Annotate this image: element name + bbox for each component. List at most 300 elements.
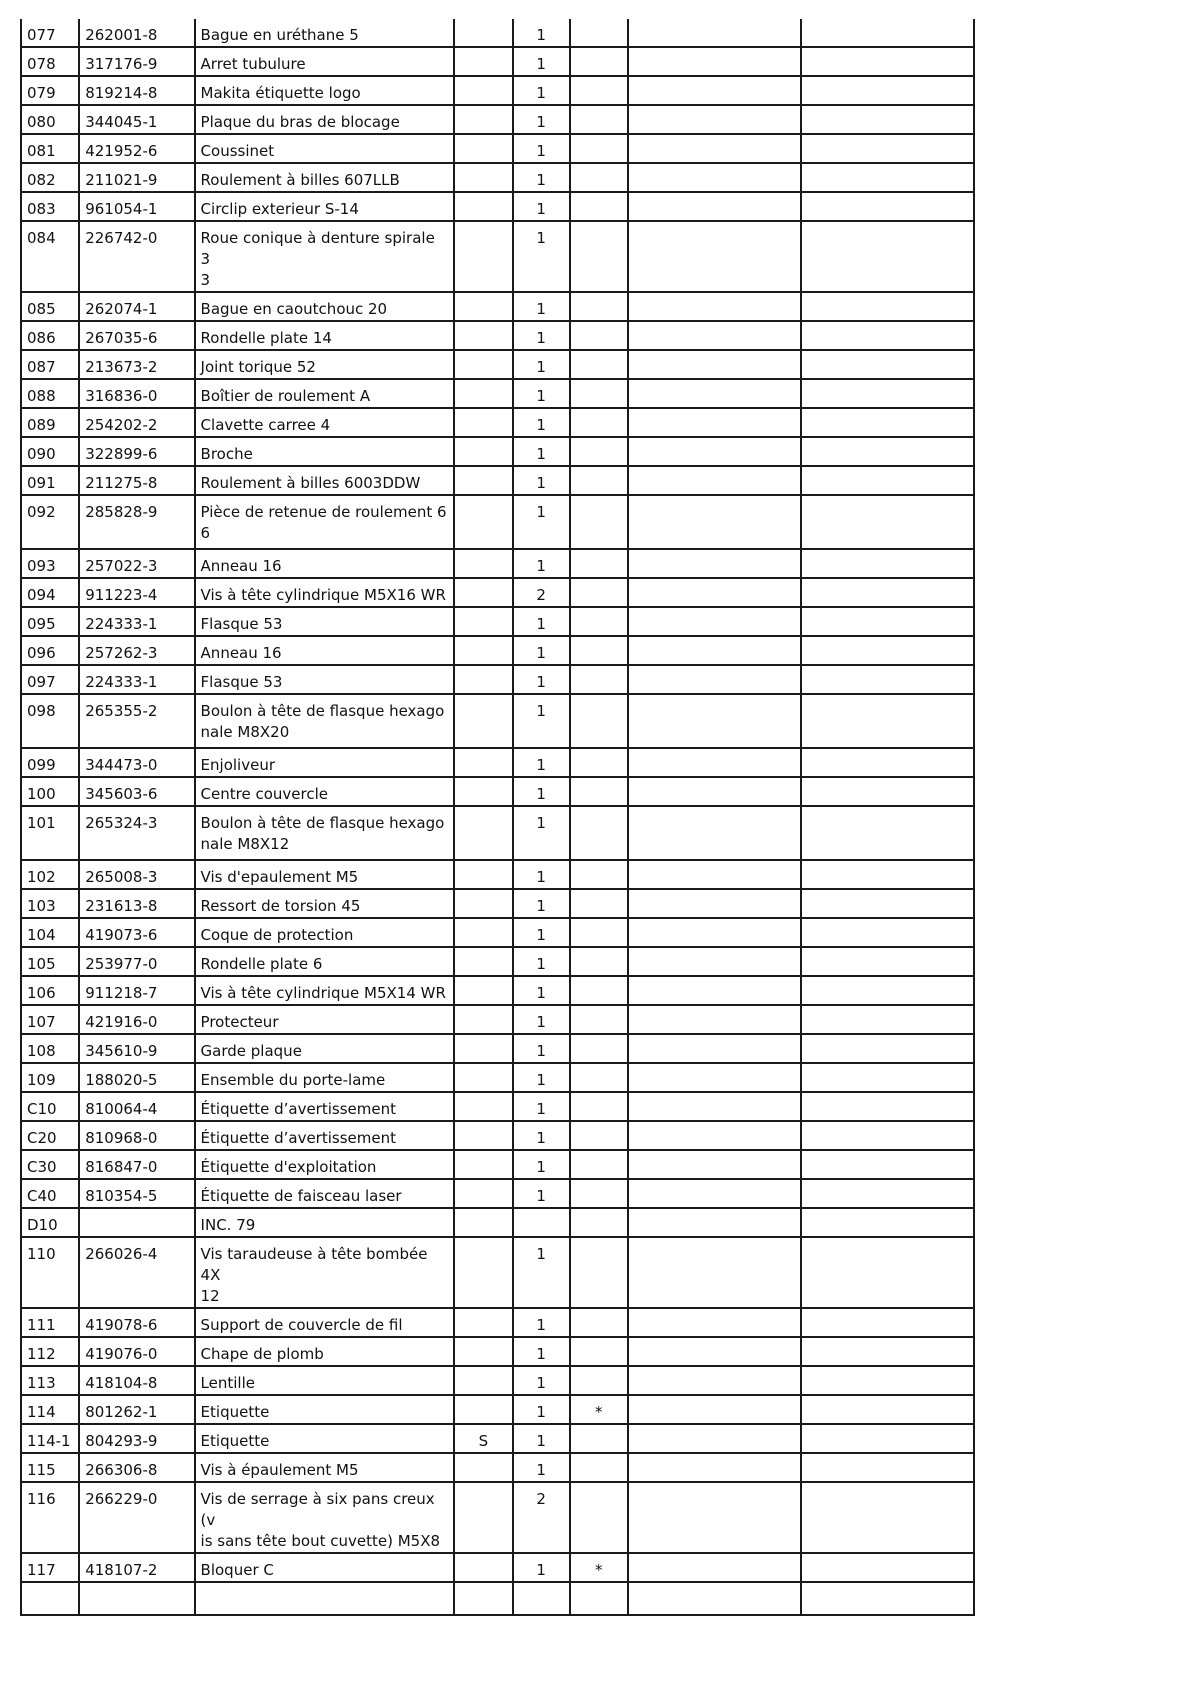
remarks-cell	[628, 1034, 802, 1063]
remarks-cell	[628, 221, 802, 292]
extra-cell	[801, 1005, 974, 1034]
quantity-cell: 1	[513, 806, 570, 860]
table-row	[21, 1308, 974, 1337]
extra-cell	[801, 1208, 974, 1237]
description-cell: Plaque du bras de blocage	[195, 105, 455, 134]
note-mark-cell	[570, 1092, 628, 1121]
flag-cell	[454, 748, 512, 777]
note-mark-cell	[570, 889, 628, 918]
note-mark-cell	[570, 549, 628, 578]
flag-cell	[454, 1208, 512, 1237]
note-mark-cell	[570, 1424, 628, 1453]
remarks-cell	[628, 1482, 802, 1553]
description-cell: Garde plaque	[195, 1034, 455, 1063]
note-mark-cell	[570, 1063, 628, 1092]
description-cell: Joint torique 52	[195, 350, 455, 379]
extra-cell	[801, 1121, 974, 1150]
quantity-cell: 1	[513, 221, 570, 292]
quantity-cell: 1	[513, 1366, 570, 1395]
note-mark-cell	[570, 105, 628, 134]
part-number-cell: 418107-2	[79, 1553, 194, 1582]
item-number-cell: C30	[21, 1150, 79, 1179]
quantity-cell: 2	[513, 578, 570, 607]
quantity-cell: 1	[513, 1237, 570, 1308]
part-number-cell: 257262-3	[79, 636, 194, 665]
quantity-cell: 1	[513, 665, 570, 694]
description-cell: Bague en caoutchouc 20	[195, 292, 455, 321]
remarks-cell	[628, 860, 802, 889]
item-number-cell: 078	[21, 47, 79, 76]
quantity-cell: 1	[513, 379, 570, 408]
description-cell: Pièce de retenue de roulement 6 6	[195, 495, 455, 549]
part-number-cell: 345603-6	[79, 777, 194, 806]
remarks-cell	[628, 1337, 802, 1366]
table-row	[21, 1150, 974, 1179]
remarks-cell	[628, 694, 802, 748]
remarks-cell	[628, 1553, 802, 1582]
extra-cell	[801, 777, 974, 806]
extra-cell	[801, 134, 974, 163]
part-number-cell: 804293-9	[79, 1424, 194, 1453]
extra-cell	[801, 636, 974, 665]
item-number-cell: 102	[21, 860, 79, 889]
flag-cell	[454, 76, 512, 105]
table-row	[21, 976, 974, 1005]
parts-table	[20, 19, 975, 1616]
note-mark-cell	[570, 1337, 628, 1366]
extra-cell	[801, 163, 974, 192]
note-mark-cell: *	[570, 1553, 628, 1582]
description-cell: Etiquette	[195, 1424, 455, 1453]
remarks-cell	[628, 1308, 802, 1337]
part-number-cell: 816847-0	[79, 1150, 194, 1179]
note-mark-cell	[570, 665, 628, 694]
remarks-cell	[628, 495, 802, 549]
note-mark-cell	[570, 1453, 628, 1482]
part-number-cell: 819214-8	[79, 76, 194, 105]
extra-cell	[801, 437, 974, 466]
remarks-cell	[628, 76, 802, 105]
part-number-cell: 316836-0	[79, 379, 194, 408]
description-cell: Vis à épaulement M5	[195, 1453, 455, 1482]
description-cell: Arret tubulure	[195, 47, 455, 76]
table-row	[21, 1582, 974, 1615]
extra-cell	[801, 221, 974, 292]
table-row	[21, 607, 974, 636]
flag-cell	[454, 1582, 512, 1615]
table-row	[21, 1092, 974, 1121]
remarks-cell	[628, 947, 802, 976]
flag-cell	[454, 221, 512, 292]
table-row	[21, 1121, 974, 1150]
item-number-cell: C10	[21, 1092, 79, 1121]
extra-cell	[801, 1482, 974, 1553]
note-mark-cell	[570, 408, 628, 437]
part-number-cell: 345610-9	[79, 1034, 194, 1063]
flag-cell	[454, 1150, 512, 1179]
note-mark-cell	[570, 947, 628, 976]
part-number-cell: 188020-5	[79, 1063, 194, 1092]
table-row	[21, 1553, 974, 1582]
part-number-cell: 226742-0	[79, 221, 194, 292]
item-number-cell: 094	[21, 578, 79, 607]
quantity-cell: 1	[513, 350, 570, 379]
table-row	[21, 1453, 974, 1482]
note-mark-cell	[570, 495, 628, 549]
quantity-cell: 1	[513, 1424, 570, 1453]
note-mark-cell	[570, 1582, 628, 1615]
extra-cell	[801, 1063, 974, 1092]
quantity-cell: 1	[513, 976, 570, 1005]
extra-cell	[801, 1395, 974, 1424]
quantity-cell: 1	[513, 1308, 570, 1337]
note-mark-cell	[570, 1150, 628, 1179]
table-row	[21, 76, 974, 105]
item-number-cell: 083	[21, 192, 79, 221]
extra-cell	[801, 889, 974, 918]
quantity-cell: 1	[513, 76, 570, 105]
table-row	[21, 1034, 974, 1063]
item-number-cell: 077	[21, 19, 79, 47]
item-number-cell: C40	[21, 1179, 79, 1208]
parts-table-body	[21, 19, 974, 1615]
item-number-cell: 099	[21, 748, 79, 777]
table-row	[21, 1179, 974, 1208]
remarks-cell	[628, 549, 802, 578]
remarks-cell	[628, 665, 802, 694]
quantity-cell: 1	[513, 105, 570, 134]
table-row	[21, 1482, 974, 1553]
description-cell: Vis de serrage à six pans creux (v is sans tête bout cuvette) M5X8	[195, 1482, 455, 1553]
note-mark-cell	[570, 350, 628, 379]
description-cell: Chape de plomb	[195, 1337, 455, 1366]
part-number-cell: 265324-3	[79, 806, 194, 860]
item-number-cell: 103	[21, 889, 79, 918]
quantity-cell: 2	[513, 1482, 570, 1553]
remarks-cell	[628, 918, 802, 947]
description-cell: Flasque 53	[195, 607, 455, 636]
extra-cell	[801, 321, 974, 350]
description-cell	[195, 1582, 455, 1615]
description-cell: Vis à tête cylindrique M5X14 WR	[195, 976, 455, 1005]
remarks-cell	[628, 636, 802, 665]
part-number-cell: 810968-0	[79, 1121, 194, 1150]
part-number-cell: 801262-1	[79, 1395, 194, 1424]
extra-cell	[801, 918, 974, 947]
item-number-cell: 113	[21, 1366, 79, 1395]
table-row	[21, 1424, 974, 1453]
description-cell: Lentille	[195, 1366, 455, 1395]
table-row	[21, 192, 974, 221]
remarks-cell	[628, 1582, 802, 1615]
part-number-cell: 418104-8	[79, 1366, 194, 1395]
description-cell: Rondelle plate 6	[195, 947, 455, 976]
note-mark-cell	[570, 1179, 628, 1208]
description-cell: Ressort de torsion 45	[195, 889, 455, 918]
description-cell: Ensemble du porte-lame	[195, 1063, 455, 1092]
table-row	[21, 1337, 974, 1366]
item-number-cell: 081	[21, 134, 79, 163]
table-row	[21, 437, 974, 466]
note-mark-cell	[570, 1366, 628, 1395]
item-number-cell: 096	[21, 636, 79, 665]
flag-cell	[454, 860, 512, 889]
quantity-cell: 1	[513, 1092, 570, 1121]
table-row	[21, 694, 974, 748]
part-number-cell: 421952-6	[79, 134, 194, 163]
part-number-cell: 419073-6	[79, 918, 194, 947]
note-mark-cell	[570, 437, 628, 466]
part-number-cell: 224333-1	[79, 607, 194, 636]
quantity-cell: 1	[513, 1553, 570, 1582]
quantity-cell: 1	[513, 947, 570, 976]
part-number-cell	[79, 1582, 194, 1615]
note-mark-cell	[570, 1208, 628, 1237]
remarks-cell	[628, 607, 802, 636]
item-number-cell: 117	[21, 1553, 79, 1582]
extra-cell	[801, 549, 974, 578]
quantity-cell: 1	[513, 19, 570, 47]
table-row	[21, 860, 974, 889]
description-cell: Vis taraudeuse à tête bombée 4X 12	[195, 1237, 455, 1308]
part-number-cell: 211021-9	[79, 163, 194, 192]
flag-cell	[454, 889, 512, 918]
quantity-cell: 1	[513, 607, 570, 636]
flag-cell	[454, 1005, 512, 1034]
table-row	[21, 806, 974, 860]
part-number-cell: 911223-4	[79, 578, 194, 607]
remarks-cell	[628, 777, 802, 806]
item-number-cell: 116	[21, 1482, 79, 1553]
note-mark-cell	[570, 1121, 628, 1150]
extra-cell	[801, 47, 974, 76]
note-mark-cell	[570, 1005, 628, 1034]
description-cell: Étiquette de faisceau laser	[195, 1179, 455, 1208]
quantity-cell: 1	[513, 1337, 570, 1366]
note-mark-cell	[570, 860, 628, 889]
description-cell: Support de couvercle de fil	[195, 1308, 455, 1337]
remarks-cell	[628, 350, 802, 379]
part-number-cell: 285828-9	[79, 495, 194, 549]
quantity-cell: 1	[513, 466, 570, 495]
remarks-cell	[628, 748, 802, 777]
extra-cell	[801, 1237, 974, 1308]
note-mark-cell	[570, 748, 628, 777]
item-number-cell: 086	[21, 321, 79, 350]
part-number-cell: 266026-4	[79, 1237, 194, 1308]
description-cell: INC. 79	[195, 1208, 455, 1237]
part-number-cell: 322899-6	[79, 437, 194, 466]
description-cell: Coque de protection	[195, 918, 455, 947]
item-number-cell: 080	[21, 105, 79, 134]
extra-cell	[801, 1366, 974, 1395]
quantity-cell: 1	[513, 636, 570, 665]
note-mark-cell	[570, 1237, 628, 1308]
table-row	[21, 19, 974, 47]
item-number-cell: 107	[21, 1005, 79, 1034]
note-mark-cell	[570, 47, 628, 76]
flag-cell	[454, 105, 512, 134]
quantity-cell: 1	[513, 1121, 570, 1150]
flag-cell	[454, 408, 512, 437]
remarks-cell	[628, 1453, 802, 1482]
table-row	[21, 408, 974, 437]
flag-cell	[454, 134, 512, 163]
note-mark-cell	[570, 636, 628, 665]
quantity-cell: 1	[513, 408, 570, 437]
description-cell: Bloquer C	[195, 1553, 455, 1582]
item-number-cell: 092	[21, 495, 79, 549]
remarks-cell	[628, 1005, 802, 1034]
extra-cell	[801, 1034, 974, 1063]
flag-cell	[454, 437, 512, 466]
table-row	[21, 1063, 974, 1092]
quantity-cell	[513, 1582, 570, 1615]
flag-cell	[454, 192, 512, 221]
extra-cell	[801, 408, 974, 437]
extra-cell	[801, 19, 974, 47]
part-number-cell: 211275-8	[79, 466, 194, 495]
part-number-cell: 257022-3	[79, 549, 194, 578]
item-number-cell: 093	[21, 549, 79, 578]
part-number-cell: 265355-2	[79, 694, 194, 748]
flag-cell	[454, 976, 512, 1005]
note-mark-cell	[570, 918, 628, 947]
part-number-cell: 254202-2	[79, 408, 194, 437]
remarks-cell	[628, 1366, 802, 1395]
flag-cell	[454, 665, 512, 694]
item-number-cell: 084	[21, 221, 79, 292]
quantity-cell: 1	[513, 163, 570, 192]
note-mark-cell	[570, 19, 628, 47]
note-mark-cell	[570, 466, 628, 495]
item-number-cell: C20	[21, 1121, 79, 1150]
note-mark-cell	[570, 1034, 628, 1063]
quantity-cell: 1	[513, 134, 570, 163]
remarks-cell	[628, 134, 802, 163]
item-number-cell: 082	[21, 163, 79, 192]
part-number-cell: 266306-8	[79, 1453, 194, 1482]
table-row	[21, 134, 974, 163]
quantity-cell: 1	[513, 321, 570, 350]
extra-cell	[801, 1308, 974, 1337]
extra-cell	[801, 748, 974, 777]
description-cell: Roulement à billes 6003DDW	[195, 466, 455, 495]
quantity-cell: 1	[513, 47, 570, 76]
remarks-cell	[628, 437, 802, 466]
table-row	[21, 889, 974, 918]
part-number-cell: 911218-7	[79, 976, 194, 1005]
note-mark-cell	[570, 163, 628, 192]
description-cell: Bague en uréthane 5	[195, 19, 455, 47]
description-cell: Circlip exterieur S-14	[195, 192, 455, 221]
table-row	[21, 350, 974, 379]
item-number-cell: 079	[21, 76, 79, 105]
item-number-cell: 108	[21, 1034, 79, 1063]
remarks-cell	[628, 163, 802, 192]
table-row	[21, 578, 974, 607]
extra-cell	[801, 350, 974, 379]
table-row	[21, 495, 974, 549]
part-number-cell: 224333-1	[79, 665, 194, 694]
note-mark-cell	[570, 321, 628, 350]
item-number-cell: 095	[21, 607, 79, 636]
quantity-cell: 1	[513, 1179, 570, 1208]
part-number-cell: 344045-1	[79, 105, 194, 134]
description-cell: Broche	[195, 437, 455, 466]
flag-cell	[454, 466, 512, 495]
description-cell: Étiquette d’avertissement	[195, 1092, 455, 1121]
quantity-cell: 1	[513, 1005, 570, 1034]
item-number-cell: 106	[21, 976, 79, 1005]
remarks-cell	[628, 1150, 802, 1179]
description-cell: Anneau 16	[195, 549, 455, 578]
quantity-cell: 1	[513, 748, 570, 777]
table-row	[21, 1208, 974, 1237]
description-cell: Etiquette	[195, 1395, 455, 1424]
quantity-cell: 1	[513, 437, 570, 466]
extra-cell	[801, 105, 974, 134]
item-number-cell: 114-1	[21, 1424, 79, 1453]
description-cell: Makita étiquette logo	[195, 76, 455, 105]
quantity-cell: 1	[513, 1395, 570, 1424]
extra-cell	[801, 665, 974, 694]
description-cell: Centre couvercle	[195, 777, 455, 806]
note-mark-cell	[570, 134, 628, 163]
table-row	[21, 665, 974, 694]
extra-cell	[801, 694, 974, 748]
extra-cell	[801, 1337, 974, 1366]
remarks-cell	[628, 1395, 802, 1424]
remarks-cell	[628, 19, 802, 47]
part-number-cell: 419076-0	[79, 1337, 194, 1366]
note-mark-cell	[570, 192, 628, 221]
item-number-cell: 100	[21, 777, 79, 806]
quantity-cell: 1	[513, 192, 570, 221]
description-cell: Flasque 53	[195, 665, 455, 694]
flag-cell	[454, 806, 512, 860]
part-number-cell: 213673-2	[79, 350, 194, 379]
table-row	[21, 1005, 974, 1034]
extra-cell	[801, 292, 974, 321]
description-cell: Vis d'epaulement M5	[195, 860, 455, 889]
part-number-cell: 421916-0	[79, 1005, 194, 1034]
table-row	[21, 163, 974, 192]
part-number-cell: 266229-0	[79, 1482, 194, 1553]
remarks-cell	[628, 889, 802, 918]
remarks-cell	[628, 1424, 802, 1453]
item-number-cell: 098	[21, 694, 79, 748]
remarks-cell	[628, 1063, 802, 1092]
part-number-cell: 262074-1	[79, 292, 194, 321]
flag-cell	[454, 1366, 512, 1395]
flag-cell	[454, 1179, 512, 1208]
description-cell: Boîtier de roulement A	[195, 379, 455, 408]
item-number-cell: 091	[21, 466, 79, 495]
flag-cell	[454, 694, 512, 748]
item-number-cell: 101	[21, 806, 79, 860]
flag-cell	[454, 1308, 512, 1337]
table-row	[21, 105, 974, 134]
flag-cell	[454, 578, 512, 607]
quantity-cell: 1	[513, 549, 570, 578]
extra-cell	[801, 379, 974, 408]
description-cell: Étiquette d'exploitation	[195, 1150, 455, 1179]
table-row	[21, 748, 974, 777]
table-row	[21, 321, 974, 350]
note-mark-cell	[570, 694, 628, 748]
extra-cell	[801, 1179, 974, 1208]
